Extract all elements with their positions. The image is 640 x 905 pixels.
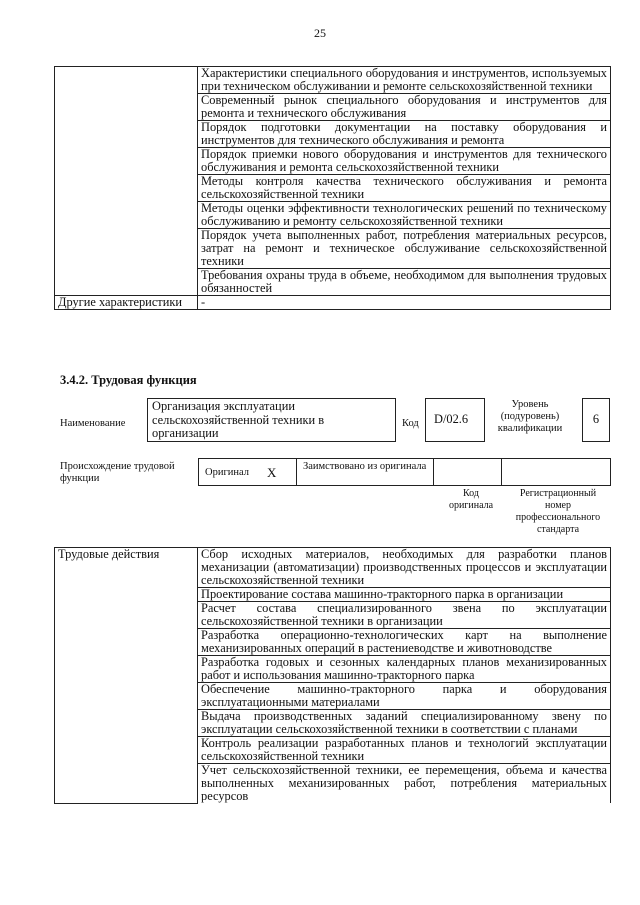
table-cell xyxy=(198,148,611,175)
table-cell xyxy=(198,588,611,602)
name-value: Организация эксплуатации сельскохозяйственной техники в организации xyxy=(152,399,325,440)
cell-text: Методы контроля качества технического обслуживания и ремонта сельскохозяйственной техники xyxy=(201,174,607,201)
cell-text: Сбор исходных материалов, необходимых для разработки планов механизации (автоматизации) производственных процессов и эксплуатации сельскохозяйственной техники xyxy=(201,547,607,587)
original-box xyxy=(198,458,297,486)
borrowed-box xyxy=(296,458,434,486)
cell-text: Учет сельскохозяйственной техники, ее перемещения, объема и качества выполненных механизированных работ, потребления материальных ресурсов xyxy=(201,763,607,803)
cell-text: Выдача производственных заданий специализированному звену по эксплуатации сельскохозяйственной техники в соответствии с планами xyxy=(201,709,607,736)
original-mark: X xyxy=(267,465,277,480)
origin-label: Происхождение трудовой функции xyxy=(60,461,175,484)
cell-text: Разработка операционно-технологических карт на выполнение механизированных операций в растениеводстве и животноводстве xyxy=(201,628,607,655)
table-cell xyxy=(198,548,611,588)
code-original-box xyxy=(433,458,502,486)
cell-text: Порядок учета выполненных работ, потребления материальных ресурсов, затрат на ремонт и техническое обслуживание сельскохозяйственной техники xyxy=(201,228,607,268)
table-cell xyxy=(198,710,611,737)
name-label: Наименование xyxy=(60,418,126,429)
table-cell xyxy=(198,202,611,229)
code-value-box xyxy=(425,398,485,442)
cell-text: Порядок приемки нового оборудования и инструментов для технического обслуживания и ремонта сельскохозяйственной техники xyxy=(201,147,607,174)
table-cell xyxy=(198,629,611,656)
table-cell xyxy=(198,656,611,683)
table-cell xyxy=(198,121,611,148)
level-value: 6 xyxy=(592,412,600,426)
table-cell xyxy=(198,602,611,629)
cell-text: Проектирование состава машинно-тракторного парка в организации xyxy=(201,587,564,601)
table-cell xyxy=(198,737,611,764)
cell-text: Требования охраны труда в объеме, необходимом для выполнения трудовых обязанностей xyxy=(201,268,607,295)
reg-number-box xyxy=(501,458,611,486)
reg-number-caption: Регистрационный номер профессионального стандарта xyxy=(515,488,601,535)
cell-text: Обеспечение машинно-тракторного парка и оборудования эксплуатационными материалами xyxy=(201,682,607,709)
table-cell: - xyxy=(198,296,611,310)
code-label: Код xyxy=(402,418,419,429)
labor-actions-table xyxy=(54,547,611,804)
cell-text: Расчет состава специализированного звена по эксплуатации сельскохозяйственной техники в организации xyxy=(201,601,607,628)
cell-text: Разработка годовых и сезонных календарных планов механизированных работ и использования машинно-тракторного парка xyxy=(201,655,607,682)
section-heading: 3.4.2. Трудовая функция xyxy=(60,373,197,387)
table-row xyxy=(55,548,611,588)
level-value-box xyxy=(582,398,610,442)
table-cell xyxy=(198,67,611,94)
page-number: 25 xyxy=(314,26,326,40)
table-row xyxy=(55,67,611,94)
table-label-cell: Трудовые действия xyxy=(55,548,198,804)
name-value-box xyxy=(147,398,396,442)
level-label: Уровень (подуровень) квалификации xyxy=(497,399,563,434)
table-cell xyxy=(198,764,611,804)
code-original-caption: Код оригинала xyxy=(448,488,494,511)
cell-text: Методы оценки эффективности технологических решений по техническому обслуживанию и ремонту сельскохозяйственной техники xyxy=(201,201,607,228)
code-value: D/02.6 xyxy=(434,412,469,426)
table-row xyxy=(55,296,611,310)
table-cell xyxy=(198,269,611,296)
table-label-cell: Другие характеристики xyxy=(55,296,198,310)
table-cell xyxy=(198,683,611,710)
table-cell xyxy=(198,94,611,121)
original-label: Оригинал xyxy=(205,467,249,478)
cell-text: Современный рынок специального оборудования и инструментов для ремонта и технического обслуживания xyxy=(201,93,607,120)
table-label-cell xyxy=(55,67,198,296)
table-cell xyxy=(198,229,611,269)
cell-text: Контроль реализации разработанных планов и технологий эксплуатации сельскохозяйственной техники xyxy=(201,736,607,763)
cell-text: Порядок подготовки документации на поставку оборудования и инструментов для технического обслуживания и ремонта xyxy=(201,120,607,147)
table-cell xyxy=(198,175,611,202)
cell-text: Характеристики специального оборудования и инструментов, используемых при техническом обслуживании и ремонте сельскохозяйственной техники xyxy=(201,66,607,93)
borrowed-label: Заимствовано из оригинала xyxy=(303,461,427,472)
knowledge-table xyxy=(54,66,611,310)
